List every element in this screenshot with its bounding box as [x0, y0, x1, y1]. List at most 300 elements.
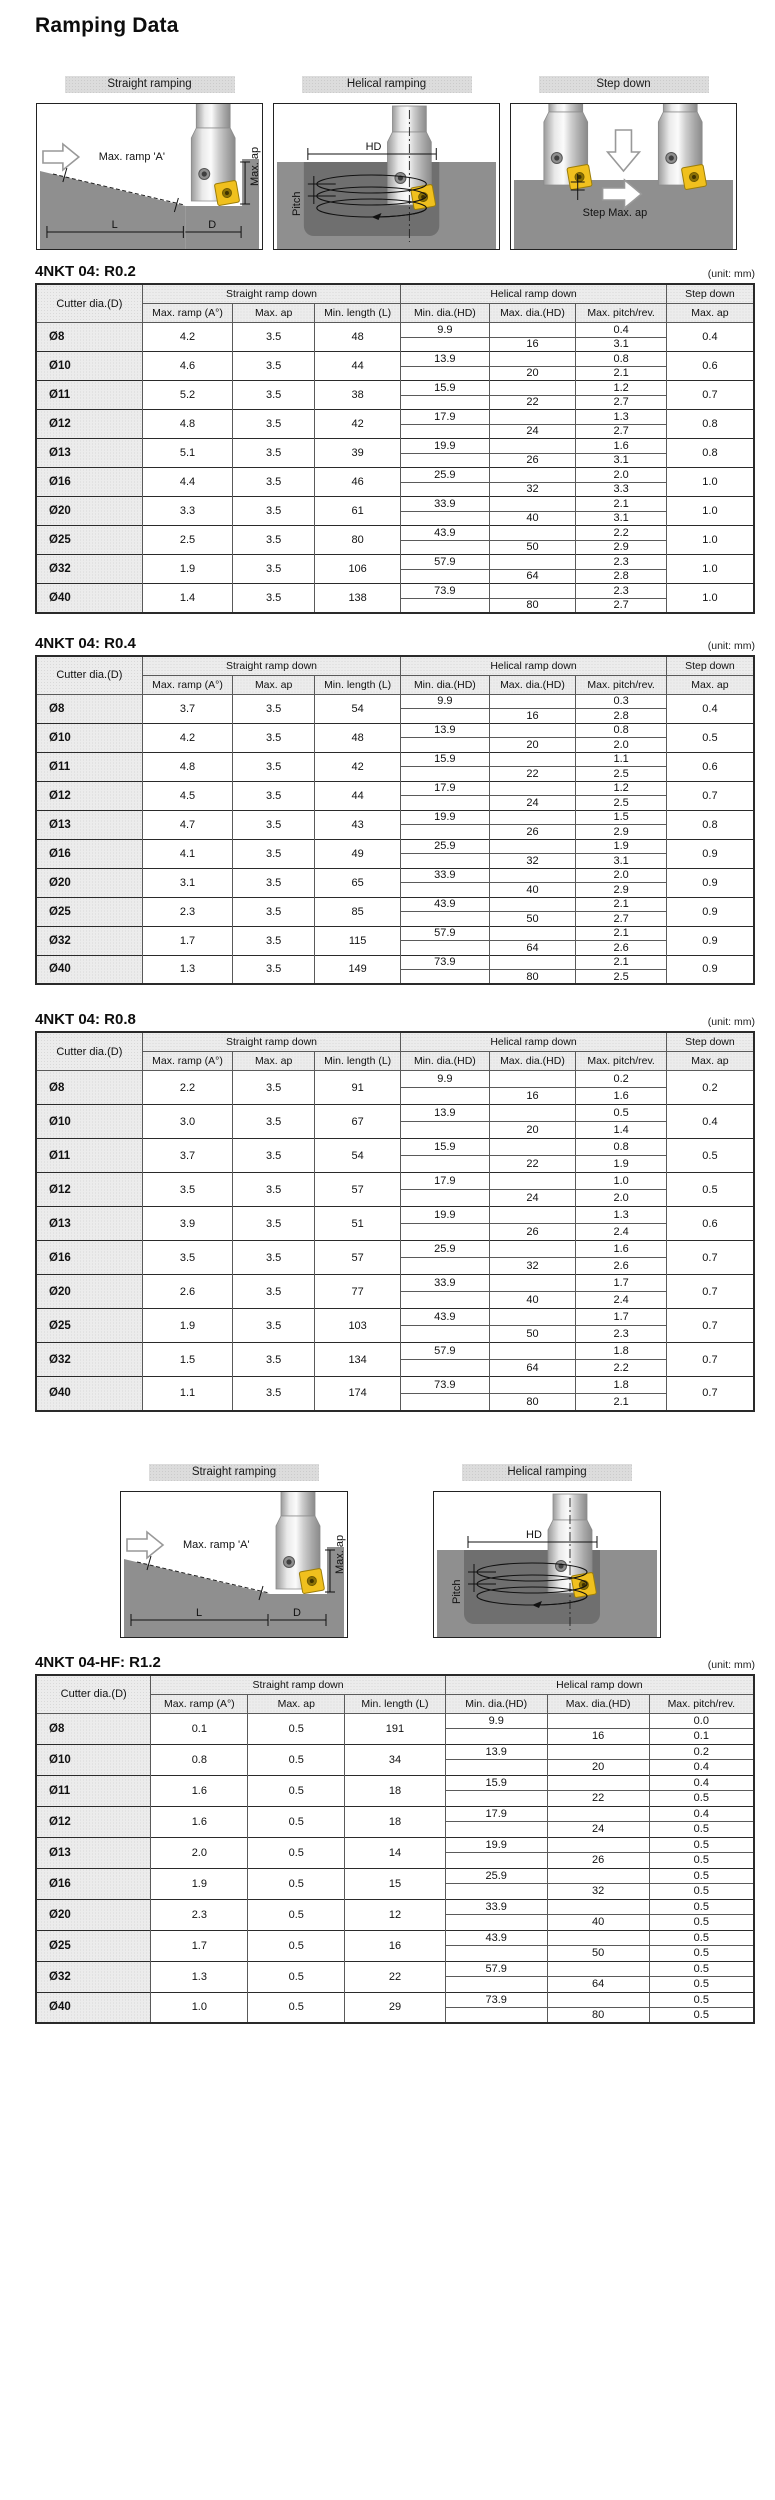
min-dia-empty-cell — [401, 598, 489, 613]
step-max-ap-cell: 0.6 — [666, 752, 754, 781]
min-dia-empty-cell — [401, 1394, 489, 1411]
col-header-min-dia: Min. dia.(HD) — [401, 1052, 489, 1071]
step-max-ap-cell: 0.8 — [666, 410, 754, 439]
cutter-dia-cell: Ø32 — [36, 926, 142, 955]
helical-ramping-label: Helical ramping — [302, 76, 472, 93]
pitch-at-max-dia-cell: 3.1 — [576, 337, 666, 352]
min-length-cell: 34 — [345, 1744, 446, 1775]
max-dia-cell: 32 — [489, 854, 576, 869]
max-dia-cell: 20 — [547, 1760, 649, 1776]
step-max-ap-cell: 0.4 — [666, 323, 754, 352]
min-length-cell: 61 — [315, 497, 401, 526]
step-max-ap-cell: 1.0 — [666, 468, 754, 497]
cutter-dia-cell: Ø16 — [36, 468, 142, 497]
max-dia-empty-cell — [489, 1105, 576, 1122]
max-dia-cell: 40 — [489, 883, 576, 898]
max-dia-empty-cell — [489, 555, 576, 570]
straight-ramping-illustration — [37, 104, 262, 249]
max-dia-cell: 32 — [489, 1258, 576, 1275]
min-dia-empty-cell — [401, 825, 489, 840]
min-length-cell: 18 — [345, 1775, 446, 1806]
min-length-cell: 14 — [345, 1837, 446, 1868]
pitch-at-max-dia-cell: 0.1 — [649, 1729, 754, 1745]
max-dia-cell: 22 — [489, 767, 576, 782]
max-ap-cell: 3.5 — [233, 1377, 315, 1411]
cutter-dia-cell: Ø8 — [36, 323, 142, 352]
max-ramp-cell: 3.3 — [142, 497, 232, 526]
max-ramp-cell: 2.2 — [142, 1071, 232, 1105]
cutter-dia-cell: Ø32 — [36, 555, 142, 584]
max-dia-empty-cell — [489, 926, 576, 941]
step-max-ap-cell: 0.5 — [666, 1173, 754, 1207]
step-max-ap-cell: 0.8 — [666, 810, 754, 839]
min-dia-empty-cell — [401, 1292, 489, 1309]
col-header-min-length: Min. length (L) — [315, 1052, 401, 1071]
pitch-at-min-dia-cell: 2.1 — [576, 897, 666, 912]
min-dia-empty-cell — [401, 767, 489, 782]
cutter-dia-cell: Ø40 — [36, 955, 142, 984]
pitch-at-max-dia-cell: 3.1 — [576, 854, 666, 869]
group-header-helical: Helical ramp down — [401, 284, 667, 304]
max-ramp-cell: 4.1 — [142, 839, 232, 868]
max-ap-cell: 0.5 — [248, 1713, 345, 1744]
middle-diagram-row — [120, 1464, 775, 1638]
col-header-max-ap: Max. ap — [233, 304, 315, 323]
col-header-cutter: Cutter dia.(D) — [36, 1675, 151, 1714]
pitch-at-max-dia-cell: 0.5 — [649, 2008, 754, 2024]
pitch-at-min-dia-cell: 2.3 — [576, 584, 666, 599]
min-dia-empty-cell — [401, 453, 489, 468]
cutter-dia-cell: Ø8 — [36, 694, 142, 723]
max-dia-empty-cell — [489, 694, 576, 709]
min-dia-empty-cell — [401, 569, 489, 584]
cutter-row-top — [36, 955, 754, 970]
max-ap-cell: 3.5 — [233, 868, 315, 897]
col-header-min-length: Min. length (L) — [315, 675, 401, 694]
cutter-row-top — [36, 381, 754, 396]
cutter-dia-cell: Ø40 — [36, 1992, 151, 2023]
pitch-at-min-dia-cell: 1.2 — [576, 781, 666, 796]
min-dia-empty-cell — [401, 395, 489, 410]
max-dia-cell: 32 — [547, 1884, 649, 1900]
max-ap-cell: 0.5 — [248, 1837, 345, 1868]
min-dia-cell: 19.9 — [401, 1207, 489, 1224]
hd-annotation: HD — [526, 1528, 542, 1541]
min-dia-cell: 25.9 — [401, 1241, 489, 1258]
max-dia-empty-cell — [547, 1930, 649, 1946]
cutter-row-top — [36, 1868, 754, 1884]
max-ap-cell: 3.5 — [233, 352, 315, 381]
max-dia-empty-cell — [489, 781, 576, 796]
step-max-ap-cell: 1.0 — [666, 526, 754, 555]
pitch-at-min-dia-cell: 0.5 — [649, 1961, 754, 1977]
min-dia-cell: 73.9 — [445, 1992, 547, 2008]
step-down-figure — [510, 103, 737, 250]
cutter-dia-cell: Ø32 — [36, 1343, 142, 1377]
max-ap-cell: 3.5 — [233, 381, 315, 410]
min-dia-cell: 15.9 — [401, 752, 489, 767]
max-dia-empty-cell — [489, 1275, 576, 1292]
max-dia-empty-cell — [489, 1309, 576, 1326]
step-max-ap-cell: 0.9 — [666, 926, 754, 955]
pitch-at-max-dia-cell: 2.0 — [576, 738, 666, 753]
min-length-cell: 22 — [345, 1961, 446, 1992]
max-ramp-cell: 4.4 — [142, 468, 232, 497]
max-dia-empty-cell — [489, 752, 576, 767]
pitch-at-min-dia-cell: 1.5 — [576, 810, 666, 825]
step-max-ap-cell: 1.0 — [666, 584, 754, 613]
max-dia-cell: 24 — [489, 1190, 576, 1207]
min-length-cell: 54 — [315, 694, 401, 723]
length-annotation: L — [111, 218, 118, 232]
pitch-at-min-dia-cell: 0.8 — [576, 352, 666, 367]
pitch-at-max-dia-cell: 2.6 — [576, 1258, 666, 1275]
min-length-cell: 29 — [345, 1992, 446, 2023]
helical-ramping-figure — [273, 103, 500, 250]
pitch-at-min-dia-cell: 2.1 — [576, 955, 666, 970]
max-dia-empty-cell — [489, 1343, 576, 1360]
max-ap-cell: 3.5 — [233, 897, 315, 926]
ramping-table-hf-r1-2 — [35, 1674, 755, 2025]
step-max-ap-cell: 0.9 — [666, 839, 754, 868]
max-ap-cell: 3.5 — [233, 584, 315, 613]
min-dia-empty-cell — [401, 1224, 489, 1241]
min-dia-cell: 15.9 — [401, 1139, 489, 1156]
pitch-at-min-dia-cell: 2.2 — [576, 526, 666, 541]
min-dia-cell: 57.9 — [445, 1961, 547, 1977]
step-max-ap-cell: 0.9 — [666, 868, 754, 897]
min-dia-cell: 33.9 — [401, 1275, 489, 1292]
cutter-dia-cell: Ø16 — [36, 1241, 142, 1275]
cutter-row-top — [36, 1241, 754, 1258]
min-dia-cell: 33.9 — [401, 497, 489, 512]
max-dia-empty-cell — [547, 1837, 649, 1853]
max-dia-cell: 64 — [547, 1977, 649, 1993]
min-length-cell: 42 — [315, 410, 401, 439]
pitch-at-min-dia-cell: 0.8 — [576, 723, 666, 738]
cutter-dia-cell: Ø16 — [36, 1868, 151, 1899]
pitch-at-min-dia-cell: 0.5 — [649, 1868, 754, 1884]
min-length-cell: 115 — [315, 926, 401, 955]
pitch-at-max-dia-cell: 0.5 — [649, 1915, 754, 1931]
max-ramp-cell: 1.9 — [142, 1309, 232, 1343]
pitch-at-min-dia-cell: 0.2 — [576, 1071, 666, 1088]
cutter-dia-cell: Ø10 — [36, 352, 142, 381]
max-dia-empty-cell — [489, 352, 576, 367]
min-dia-empty-cell — [401, 970, 489, 985]
min-length-cell: 54 — [315, 1139, 401, 1173]
step-max-ap-cell: 0.7 — [666, 1343, 754, 1377]
max-dia-empty-cell — [489, 955, 576, 970]
unit-label: (unit: mm) — [707, 1658, 755, 1671]
min-dia-cell: 43.9 — [401, 897, 489, 912]
min-dia-cell: 19.9 — [445, 1837, 547, 1853]
pitch-at-min-dia-cell: 2.1 — [576, 926, 666, 941]
hd-annotation: HD — [365, 140, 382, 154]
min-dia-empty-cell — [401, 1088, 489, 1105]
max-dia-empty-cell — [489, 323, 576, 338]
min-length-cell: 44 — [315, 781, 401, 810]
min-dia-empty-cell — [401, 738, 489, 753]
max-dia-empty-cell — [489, 723, 576, 738]
max-dia-cell: 16 — [547, 1729, 649, 1745]
max-ramp-cell: 3.1 — [142, 868, 232, 897]
cutter-dia-cell: Ø8 — [36, 1071, 142, 1105]
cutter-dia-cell: Ø11 — [36, 381, 142, 410]
max-ramp-cell: 3.5 — [142, 1173, 232, 1207]
pitch-at-min-dia-cell: 0.5 — [649, 1899, 754, 1915]
max-ramp-cell: 1.3 — [151, 1961, 248, 1992]
max-dia-cell: 22 — [489, 1156, 576, 1173]
pitch-at-min-dia-cell: 1.3 — [576, 410, 666, 425]
min-length-cell: 80 — [315, 526, 401, 555]
step-down-illustration — [511, 104, 736, 249]
min-dia-cell: 17.9 — [401, 1173, 489, 1190]
cutter-row-top — [36, 1837, 754, 1853]
straight-ramping-figure — [36, 103, 263, 250]
cutter-row-top — [36, 1071, 754, 1088]
max-dia-empty-cell — [547, 1806, 649, 1822]
max-dia-empty-cell — [489, 1241, 576, 1258]
step-down-diagram — [510, 76, 737, 250]
helical-ramping-diagram — [273, 76, 500, 250]
pitch-at-max-dia-cell: 1.4 — [576, 1122, 666, 1139]
group-header-straight: Straight ramp down — [142, 1032, 400, 1052]
max-ap-cell: 3.5 — [233, 810, 315, 839]
min-length-cell: 51 — [315, 1207, 401, 1241]
pitch-at-max-dia-cell: 2.1 — [576, 366, 666, 381]
max-ap-cell: 3.5 — [233, 1309, 315, 1343]
min-dia-cell: 15.9 — [401, 381, 489, 396]
pitch-at-min-dia-cell: 1.2 — [576, 381, 666, 396]
max-dia-cell: 50 — [489, 1326, 576, 1343]
max-ramp-cell: 3.7 — [142, 694, 232, 723]
max-dia-cell: 64 — [489, 1360, 576, 1377]
min-dia-empty-cell — [401, 912, 489, 927]
cutter-row-top — [36, 1775, 754, 1791]
min-length-cell: 57 — [315, 1241, 401, 1275]
max-ramp-annotation: Max. ramp 'A' — [183, 1538, 250, 1551]
max-dia-empty-cell — [489, 1173, 576, 1190]
pitch-at-min-dia-cell: 1.6 — [576, 1241, 666, 1258]
min-length-cell: 174 — [315, 1377, 401, 1411]
group-header-row — [36, 1032, 754, 1052]
max-dia-empty-cell — [489, 1207, 576, 1224]
max-ap-cell: 3.5 — [233, 323, 315, 352]
min-length-cell: 149 — [315, 955, 401, 984]
max-dia-cell: 20 — [489, 366, 576, 381]
cutter-dia-cell: Ø8 — [36, 1713, 151, 1744]
cutter-row-top — [36, 555, 754, 570]
max-ap-cell: 0.5 — [248, 1961, 345, 1992]
max-dia-cell: 16 — [489, 337, 576, 352]
pitch-at-min-dia-cell: 0.2 — [649, 1744, 754, 1760]
min-dia-empty-cell — [401, 1190, 489, 1207]
step-max-ap-cell: 0.4 — [666, 694, 754, 723]
max-dia-cell: 32 — [489, 482, 576, 497]
max-ap-cell: 3.5 — [233, 694, 315, 723]
col-header-max-ramp: Max. ramp (A°) — [142, 675, 232, 694]
ramp-ground — [124, 1559, 270, 1637]
step-max-ap-cell: 0.6 — [666, 1207, 754, 1241]
min-dia-empty-cell — [401, 1156, 489, 1173]
min-dia-empty-cell — [401, 424, 489, 439]
col-header-max-dia: Max. dia.(HD) — [489, 304, 576, 323]
pitch-at-min-dia-cell: 1.3 — [576, 1207, 666, 1224]
min-length-cell: 42 — [315, 752, 401, 781]
max-dia-cell: 26 — [489, 1224, 576, 1241]
cutter-row-top — [36, 1713, 754, 1729]
max-dia-empty-cell — [489, 410, 576, 425]
max-dia-cell: 80 — [489, 970, 576, 985]
cutter-row-top — [36, 926, 754, 941]
cutter-row-top — [36, 1930, 754, 1946]
pitch-at-max-dia-cell: 2.7 — [576, 912, 666, 927]
min-length-cell: 191 — [345, 1713, 446, 1744]
cutter-row-top — [36, 1343, 754, 1360]
cutter-row-top — [36, 1207, 754, 1224]
cutter-dia-cell: Ø10 — [36, 1744, 151, 1775]
pitch-at-min-dia-cell: 0.4 — [649, 1806, 754, 1822]
pitch-at-max-dia-cell: 0.5 — [649, 1791, 754, 1807]
max-dia-cell: 80 — [489, 1394, 576, 1411]
min-dia-cell: 13.9 — [401, 723, 489, 738]
max-ramp-cell: 3.0 — [142, 1105, 232, 1139]
unit-label: (unit: mm) — [707, 639, 755, 652]
pitch-at-max-dia-cell: 1.9 — [576, 1156, 666, 1173]
pitch-at-min-dia-cell: 1.8 — [576, 1343, 666, 1360]
cutter-row-top — [36, 694, 754, 709]
step-max-ap-cell: 0.4 — [666, 1105, 754, 1139]
sub-header-row — [36, 1052, 754, 1071]
max-dia-empty-cell — [547, 1744, 649, 1760]
max-ap-cell: 3.5 — [233, 1105, 315, 1139]
min-dia-cell: 15.9 — [445, 1775, 547, 1791]
step-max-ap-cell: 0.5 — [666, 1139, 754, 1173]
cutter-row-top — [36, 1105, 754, 1122]
max-ramp-cell: 4.6 — [142, 352, 232, 381]
max-ramp-cell: 2.5 — [142, 526, 232, 555]
col-header-step-max-ap: Max. ap — [666, 1052, 754, 1071]
max-ap-cell: 3.5 — [233, 1071, 315, 1105]
pitch-at-max-dia-cell: 2.7 — [576, 424, 666, 439]
max-dia-cell: 50 — [547, 1946, 649, 1962]
min-dia-cell: 19.9 — [401, 810, 489, 825]
cutter-dia-cell: Ø40 — [36, 584, 142, 613]
max-dia-empty-cell — [489, 868, 576, 883]
min-dia-cell: 13.9 — [401, 352, 489, 367]
max-dia-empty-cell — [547, 1899, 649, 1915]
step-max-ap-cell: 0.8 — [666, 439, 754, 468]
max-ap-cell: 3.5 — [233, 781, 315, 810]
table-title-r0-4: 4NKT 04: R0.4 — [35, 634, 136, 652]
pitch-at-min-dia-cell: 1.6 — [576, 439, 666, 454]
min-dia-empty-cell — [401, 1122, 489, 1139]
max-ap-cell: 0.5 — [248, 1930, 345, 1961]
group-header-helical: Helical ramp down — [401, 656, 667, 676]
min-length-cell: 57 — [315, 1173, 401, 1207]
group-header-step: Step down — [666, 1032, 754, 1052]
min-length-cell: 77 — [315, 1275, 401, 1309]
min-dia-empty-cell — [445, 2008, 547, 2024]
pitch-annotation: Pitch — [451, 1579, 463, 1604]
max-dia-cell: 64 — [489, 569, 576, 584]
max-dia-empty-cell — [489, 1139, 576, 1156]
helical-ramping-diagram — [433, 1464, 661, 1638]
min-dia-cell: 43.9 — [401, 1309, 489, 1326]
max-dia-empty-cell — [489, 810, 576, 825]
min-dia-cell: 25.9 — [445, 1868, 547, 1884]
min-length-cell: 85 — [315, 897, 401, 926]
max-ramp-cell: 2.3 — [151, 1899, 248, 1930]
cutter-row-top — [36, 352, 754, 367]
min-length-cell: 38 — [315, 381, 401, 410]
min-dia-empty-cell — [401, 709, 489, 724]
table-section-r0-2 — [35, 263, 755, 614]
col-header-cutter: Cutter dia.(D) — [36, 1032, 142, 1071]
min-dia-empty-cell — [401, 337, 489, 352]
max-ramp-cell: 5.2 — [142, 381, 232, 410]
max-dia-cell: 22 — [489, 395, 576, 410]
cutter-dia-cell: Ø12 — [36, 781, 142, 810]
max-ap-cell: 3.5 — [233, 1139, 315, 1173]
step-max-ap-cell: 1.0 — [666, 555, 754, 584]
cutter-illustration-right — [658, 104, 706, 190]
max-ramp-cell: 1.1 — [142, 1377, 232, 1411]
min-length-cell: 106 — [315, 555, 401, 584]
max-ramp-cell: 1.5 — [142, 1343, 232, 1377]
max-ap-cell: 3.5 — [233, 752, 315, 781]
min-dia-cell: 57.9 — [401, 1343, 489, 1360]
min-dia-empty-cell — [401, 366, 489, 381]
col-header-max-pitch: Max. pitch/rev. — [576, 675, 666, 694]
cutter-illustration — [548, 1494, 597, 1598]
unit-label: (unit: mm) — [707, 1016, 755, 1028]
max-dia-empty-cell — [547, 1992, 649, 2008]
max-dia-empty-cell — [547, 1868, 649, 1884]
cutter-dia-cell: Ø25 — [36, 526, 142, 555]
step-max-ap-cell: 0.7 — [666, 1309, 754, 1343]
straight-ramping-label: Straight ramping — [65, 76, 235, 93]
max-dia-cell: 20 — [489, 1122, 576, 1139]
cutter-dia-cell: Ø32 — [36, 1961, 151, 1992]
pitch-at-max-dia-cell: 2.9 — [576, 883, 666, 898]
pitch-at-max-dia-cell: 2.3 — [576, 1326, 666, 1343]
max-dia-cell: 16 — [489, 709, 576, 724]
cutter-dia-cell: Ø20 — [36, 1899, 151, 1930]
max-dia-empty-cell — [489, 1377, 576, 1394]
cutter-row-top — [36, 584, 754, 599]
cutter-dia-cell: Ø20 — [36, 497, 142, 526]
max-ap-cell: 3.5 — [233, 723, 315, 752]
top-diagram-row — [36, 76, 775, 250]
step-max-ap-cell: 0.7 — [666, 781, 754, 810]
pitch-at-max-dia-cell: 2.9 — [576, 825, 666, 840]
min-length-cell: 138 — [315, 584, 401, 613]
cutter-illustration-left — [544, 104, 592, 190]
max-dia-cell: 50 — [489, 540, 576, 555]
min-dia-cell: 9.9 — [401, 323, 489, 338]
max-ramp-cell: 1.0 — [151, 1992, 248, 2023]
min-dia-empty-cell — [445, 1729, 547, 1745]
ramping-table-r0-8 — [35, 1031, 755, 1412]
min-length-cell: 67 — [315, 1105, 401, 1139]
straight-ramping-diagram — [120, 1464, 348, 1638]
min-length-cell: 15 — [345, 1868, 446, 1899]
max-dia-empty-cell — [489, 1071, 576, 1088]
step-max-ap-cell: 0.7 — [666, 1377, 754, 1411]
min-dia-cell: 33.9 — [401, 868, 489, 883]
